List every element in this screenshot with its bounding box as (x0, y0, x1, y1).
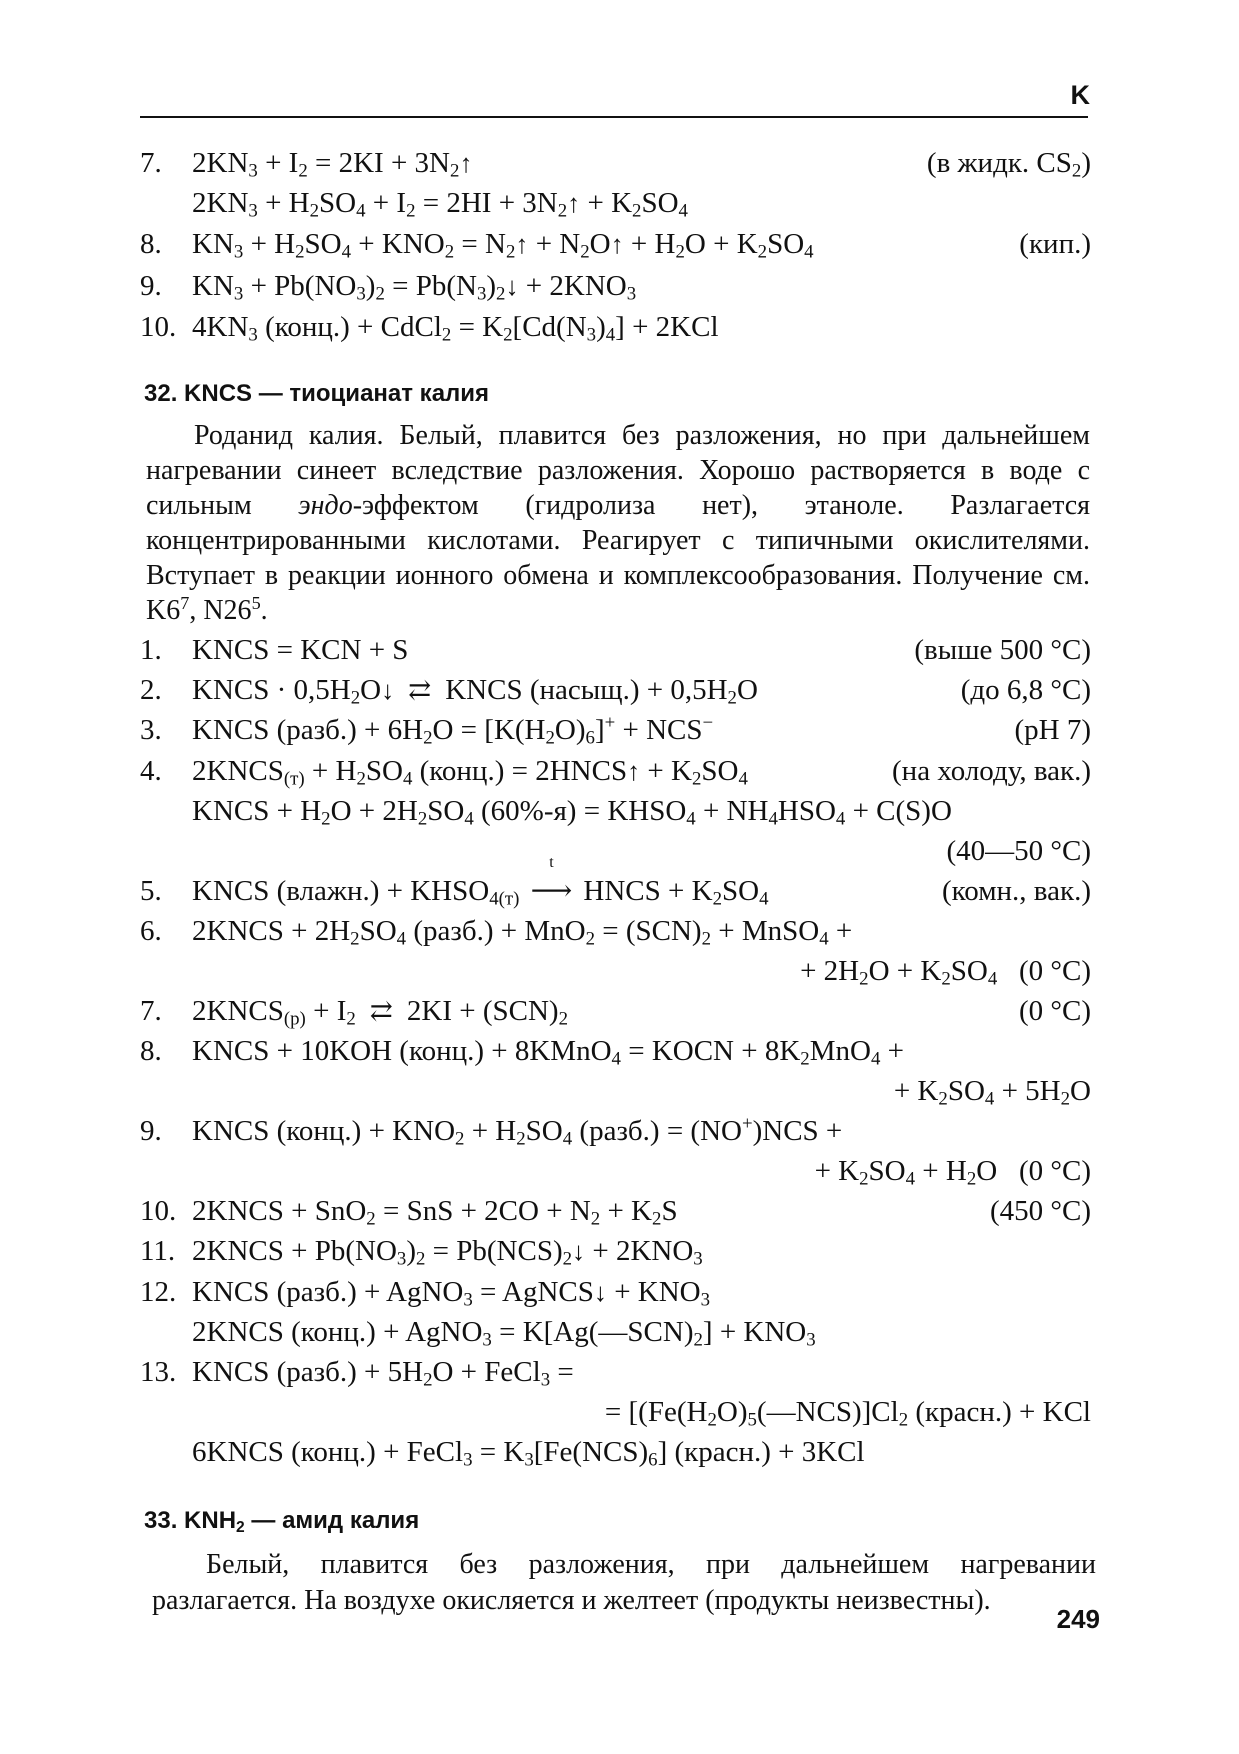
reaction-equation: $KN_3 + Pb(NO_3)_2$ = $Pb(N_3)_2↓ + 2KNO_3$ (192, 270, 637, 305)
kncs-reaction-10 (0, 1191, 1239, 1231)
reaction-equation-continuation: = [$(Fe(H_2O)_5(—NCS)]Cl_2$ (красн.) + KCl (604, 1396, 1091, 1431)
reaction-equation: KNCS (разб.) + AgNO$_3$ = AgNCS↓ + $KNO_3$ (192, 1276, 711, 1311)
reaction-condition: (кип.) (1019, 228, 1091, 260)
page-number: 249 (1056, 1604, 1100, 1634)
reaction-equation: KNCS (разб.) + $6H_2O = [K(H_2O)_6]^+ + NCS^-$ (192, 712, 714, 749)
section-32-title: 32. KNCS — тиоцианат калия (144, 380, 490, 407)
reaction-number: 2. (140, 674, 162, 706)
kncs-reaction-12 (0, 1272, 1239, 1312)
reaction-number: 7. (140, 995, 162, 1027)
reaction-equation: KNCS (влажн.) + $KHSO_{4(т)}$ t ⟶ HNCS + $K_2SO_4$ (192, 854, 769, 910)
reaction-equation-continuation: + $2H_2O + K_2SO_4$ (0 °C) (800, 955, 1091, 990)
reaction-equation: KNCS + $H_2O + 2H_2SO_4$ $(60\%-я) = KHSO_4 + NH_4HSO_4 + C(S)O$ (192, 795, 952, 830)
reaction-equation: KNCS (разб.) + $5H_2O$ + FeCl$_3$ = (192, 1356, 574, 1391)
reaction-condition: (0 °C) (1018, 995, 1091, 1027)
reaction-condition: (на холоду, вак.) (892, 755, 1091, 787)
reaction-number: 11. (140, 1235, 176, 1267)
kncs-reaction-6b (0, 951, 1239, 991)
reaction-equation-continuation: + $K_2SO_4 + 5H_2O$ (893, 1075, 1091, 1110)
reaction-number: 10. (140, 311, 177, 343)
kncs-reaction-5 (0, 854, 1239, 911)
reaction-number: 4. (140, 755, 162, 787)
reaction-condition: (выше 500 °C) (914, 634, 1091, 666)
kncs-reaction-12b (0, 1312, 1239, 1352)
reaction-number: 10. (140, 1195, 177, 1227)
reaction-number: 7. (140, 147, 162, 179)
kncs-reaction-7 (0, 991, 1239, 1031)
reaction-number: 9. (140, 1115, 162, 1147)
reaction-equation: 2KNCS + $Pb(NO_3)_2$ = $Pb(NCS)_2↓ + 2KNO_3$ (192, 1235, 703, 1270)
kncs-reaction-4b (0, 791, 1239, 831)
reaction-number: 5. (140, 875, 162, 907)
kncs-reaction-2 (0, 670, 1239, 710)
section-32-description: Роданид калия. Белый, плавится без разложения, но при дальнейшем нагревании синеет вследствие разложения. Хорошо растворяется в воде с сильным эндо-эффектом (гидролиза нет), этаноле. Разлагается концентрированными кислотами. Реагирует с типичными окислителями. Вступает в реакции ионного обмена и комплексообразования. Получение см. $K6^7$, $N26^5$. (146, 420, 1091, 626)
reaction-equation: KNCS (конц.) + $KNO_2 + H_2SO_4$ (разб.) = (NO+)NCS + (192, 1113, 843, 1150)
kn3-reaction-10 (0, 307, 1239, 347)
reaction-number: 3. (140, 714, 162, 746)
kn3-reaction-7b (0, 183, 1239, 223)
reaction-number: 1. (140, 634, 162, 666)
header-rule (140, 116, 1088, 118)
reaction-equation: 2KNCS (конц.) + AgNO$_3$ = $K[Ag(—SCN)_2] + KNO_3$ (192, 1316, 816, 1351)
kncs-reaction-9 (0, 1111, 1239, 1151)
reaction-equation: KNCS · $0,5H_2O↓$ ⇄ KNCS (насыщ.) + $0,5H_2O$ (192, 674, 758, 709)
kncs-reaction-13 (0, 1352, 1239, 1392)
kncs-reaction-1 (0, 630, 1239, 670)
reaction-equation: $2KN_3 + I_2 = 2KI$ + $3N_2↑$ (192, 147, 473, 182)
reaction-condition: (pH 7) (1014, 714, 1091, 746)
kn3-reaction-8 (0, 224, 1239, 264)
reaction-equation: KNCS + 10KOH (конц.) + 8KMnO$_4$ = KOCN + $8K_2MnO_4$ + (192, 1035, 904, 1070)
reaction-number: 12. (140, 1276, 177, 1308)
reaction-equation: $KN_3 + H_2SO_4 + KNO_2$ = $N_2↑$ + $N_2O↑ + H_2O + K_2SO_4$ (192, 228, 814, 263)
kncs-reaction-13c (0, 1432, 1239, 1472)
reaction-condition: (в жидк. $CS_2$) (926, 147, 1091, 182)
reaction-equation-continuation: + $K_2SO_4 + H_2O$ (0 °C) (814, 1155, 1091, 1190)
reaction-number: 6. (140, 915, 162, 947)
reaction-condition: (комн., вак.) (941, 875, 1091, 907)
reaction-number: 9. (140, 270, 162, 302)
kncs-reaction-6 (0, 911, 1239, 951)
reaction-equation: 2KNCS + $2H_2SO_4$ (разб.) + $MnO_2 = (SCN)_2$ + MnSO$_4$ + (192, 915, 853, 950)
reaction-number: 13. (140, 1356, 177, 1388)
section-33-title: 33. $KNH_2$ — амид калия (144, 1507, 420, 1536)
section-33-description: Белый, плавится без разложения, при дальнейшем нагревании разлагается. На воздухе окисляется и желтеет (продукты неизвестны). (152, 1549, 1096, 1616)
reaction-equation: KNCS = KCN + S (192, 634, 409, 666)
reaction-condition: (40—50 °C) (946, 835, 1091, 867)
running-head-letter: K (1070, 80, 1090, 110)
reaction-equation: $4KN_3$ (конц.) + CdCl$_2$ = $K_2[Cd(N_3)_4] + 2KCl$ (192, 311, 719, 346)
kncs-reaction-9b (0, 1151, 1239, 1191)
kn3-reaction-9 (0, 266, 1239, 306)
kncs-reaction-8b (0, 1071, 1239, 1111)
reaction-equation: $2KN_3 + H_2SO_4 + I_2 = 2HI$ + $3N_2↑ + K_2SO_4$ (192, 187, 688, 222)
kn3-reaction-7 (0, 143, 1239, 183)
kncs-reaction-8 (0, 1031, 1239, 1071)
reaction-equation: $2KNCS_{(т)} + H_2SO_4$ (конц.) = 2HNCS↑ + $K_2SO_4$ (192, 755, 748, 790)
kncs-reaction-3 (0, 710, 1239, 750)
reaction-condition: (до 6,8 °C) (960, 674, 1091, 706)
reaction-number: 8. (140, 228, 162, 260)
reaction-number: 8. (140, 1035, 162, 1067)
kncs-reaction-13b (0, 1392, 1239, 1432)
reaction-equation: $2KNCS_{(р)} + I_2$ ⇄ $2KI + (SCN)_2$ (192, 995, 568, 1030)
kncs-reaction-11 (0, 1231, 1239, 1271)
reaction-condition: (450 °C) (989, 1195, 1091, 1227)
kncs-reaction-4b-condition (0, 831, 1239, 871)
reaction-equation: 2KNCS + SnO$_2$ = SnS + $2CO + N_2 + K_2S$ (192, 1195, 678, 1230)
kncs-reaction-4 (0, 751, 1239, 791)
reaction-equation: 6KNCS (конц.) + FeCl$_3$ = $K_3[Fe(NCS)_6]$ (красн.) + 3KCl (192, 1436, 865, 1471)
